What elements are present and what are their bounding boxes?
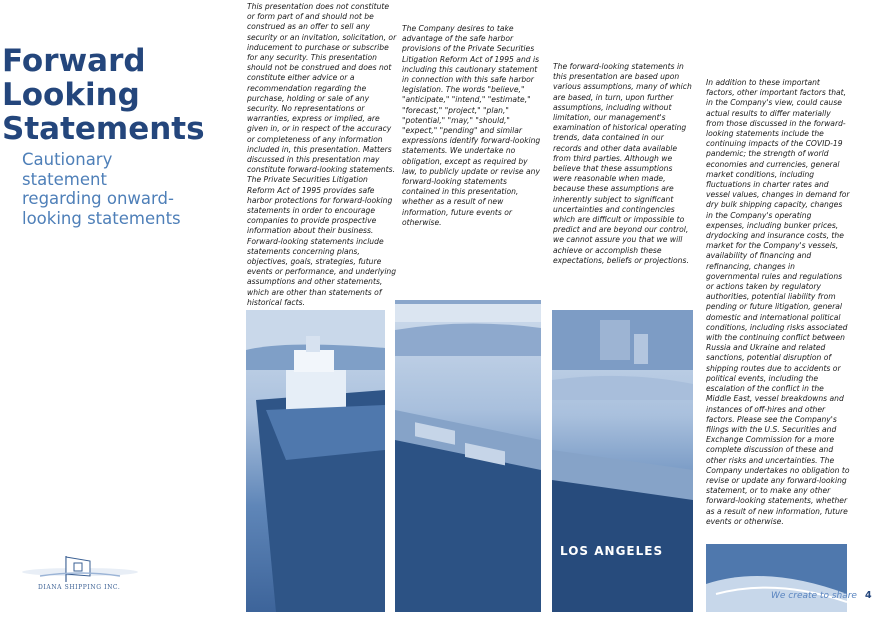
ship-photo-panel-2 xyxy=(395,300,541,612)
text-column-4: In addition to these important factors, other important factors that, in the Company's view, could cause actual results to differ materially from those discussed in the forward-looking statements include the continuing impacts of the COVID-19 pandemic; the strength of world economies and currencies, general market conditions, including fluctuations in charter rates and vessel values, changes in demand for dry bulk shipping capacity, changes in the Company's operating expenses, including bunker prices, drydocking and insurance costs, the market for the Company's vessels, availability of financing and refinancing, changes in governmental rules and regulations or actions taken by regulatory authorities, potential liability from pending or future litigation, general domestic and international political conditions, including risks associated with the continuing conflict between Russia and Ukraine and related sanctions, potential disruption of shipping routes due to accidents or political events, including the escalation of the conflict in the Middle East, vessel breakdowns and instances of off-hires and other factors. Please see the Company's filings with the U.S. Securities and Exchange Commission for a more complete discussion of these and other risks and uncertainties. The Company undertakes no obligation to revise or update any forward-looking statement, or to make any other forward-looking statements, whether as a result of new information, future events or otherwise. xyxy=(706,78,850,526)
ship-name-text: LOS ANGELES xyxy=(560,544,664,558)
text-column-2: The Company desires to take advantage of the safe harbor provisions of the Private Securities Litigation Reform Act of 1995 and is including this cautionary statement in connection with this safe harbor legislation. The words "believe," "anticipate," "intend," "estimate," "forecast," "project," "plan," "potential," "may," "should," "expect," "pending" and similar expressions identify forward-looking statements. We undertake no obligation, except as required by law, to publicly update or revise any forward-looking statements contained in this presentation, whether as a result of new information, future events or otherwise. xyxy=(402,24,541,227)
ship-photo-panel-1 xyxy=(246,310,385,612)
diana-shipping-logo xyxy=(20,552,140,598)
ship-photo-panel-3 xyxy=(552,310,693,612)
text-column-3: The forward-looking statements in this presentation are based upon various assumptions, many of which are based, in turn, upon further assumptions, including without limitation, our management's examination of historical operating trends, data contained in our records and other data available from third parties. Although we believe that these assumptions were reasonable when made, because these assumptions are inherently subject to significant uncertainties and contingencies which are difficult or impossible to predict and are beyond our control, we cannot assure you that we will achieve or accomplish these expectations, beliefs or projections. xyxy=(553,62,692,265)
text-column-1: This presentation does not constitute or form part of and should not be construed as an offer to sell any security or an invitation, solicitation, or inducement to purchase or subscribe for any security. This presentation should not be construed and does not constitute either advice or a recommendation regarding the purchase, holding or sale of any security. No representations or warranties, express or implied, are given in, or in respect of the accuracy or completeness of any information included in, this presentation. Matters discussed in this presentation may constitute forward-looking statements. The Private Securities Litigation Reform Act of 1995 provides safe harbor protections for forward-looking statements in order to encourage companies to provide prospective information about their business. Forward-looking statements include statements concerning plans, objectives, goals, strategies, future events or performance, and underlying assumptions and other statements, which are other than statements of historical facts. xyxy=(247,2,397,307)
title-line-3: Statements xyxy=(2,111,205,147)
page-subtitle: Cautionary statement regarding onward-looking statements xyxy=(22,150,181,228)
footer-tagline: We create to share xyxy=(771,591,857,601)
title-line-2: Looking xyxy=(2,77,140,113)
page-title xyxy=(2,44,205,146)
title-line-1: Forward xyxy=(2,43,146,79)
ship-photo-panel-4 xyxy=(706,544,847,612)
page-number: 4 xyxy=(865,590,872,601)
logo-wordmark: DIANA SHIPPING INC. xyxy=(38,584,121,591)
